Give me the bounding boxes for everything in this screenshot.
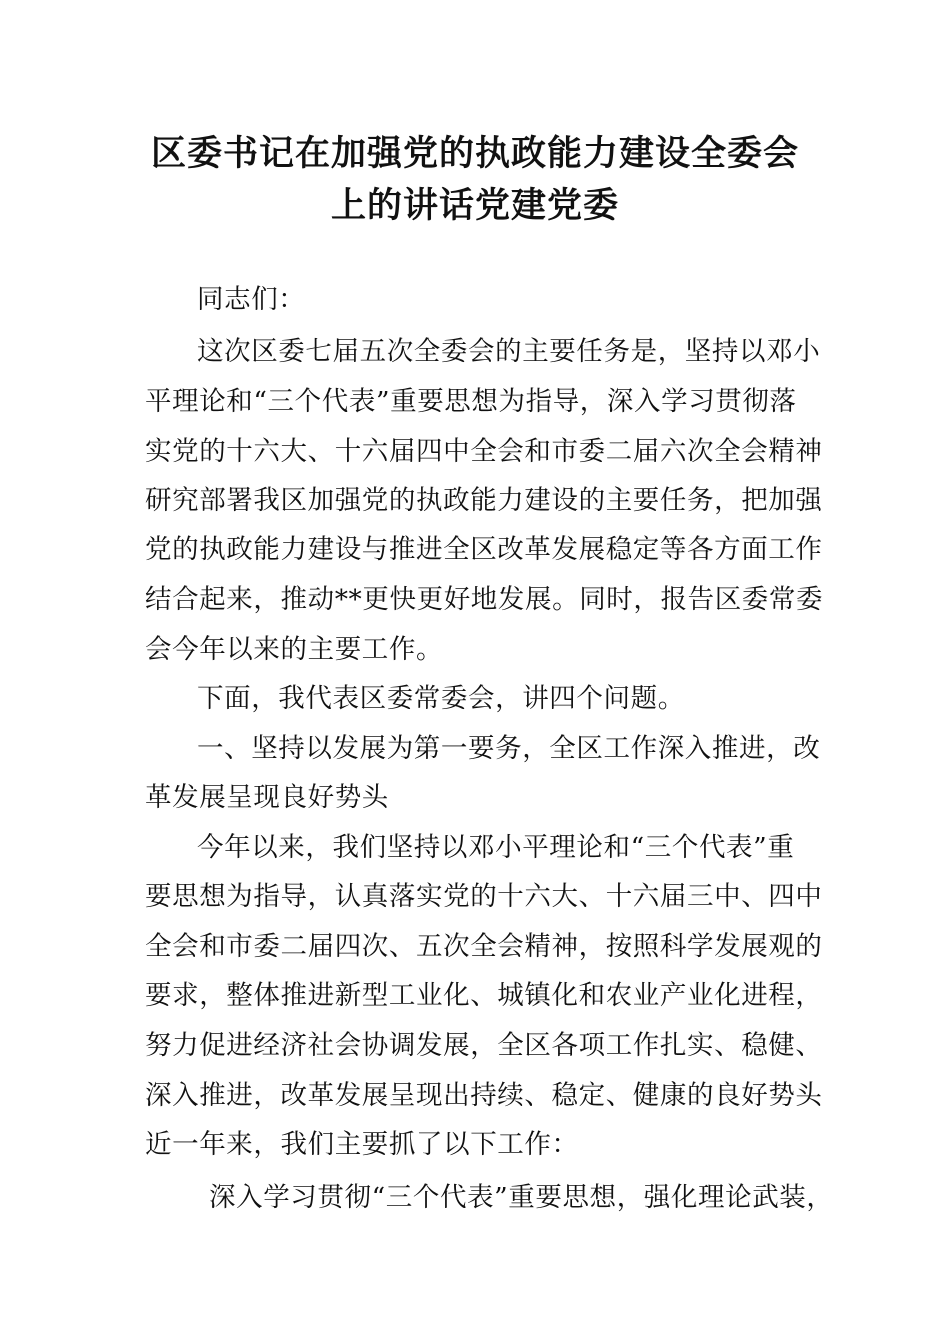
body-line: 深入学习贯彻“三个代表”重要思想，强化理论武装， [209,1182,834,1213]
body-line: 要求，整体推进新型工业化、城镇化和农业产业化进程， [145,980,823,1011]
body-line: 结合起来，推动**更快更好地发展。同时，报告区委常委 [145,584,824,615]
body-line: 努力促进经济社会协调发展，全区各项工作扎实、稳健、 [145,1030,823,1061]
document-title-line-2: 上的讲话党建党委 [330,186,619,226]
section-heading-line: 革发展呈现良好势头 [145,782,389,813]
body-line: 今年以来，我们坚持以邓小平理论和“三个代表”重 [197,832,795,863]
section-heading-line: 一、坚持以发展为第一要务，全区工作深入推进，改 [197,733,821,764]
body-line: 深入推进，改革发展呈现出持续、稳定、健康的良好势头 [145,1080,823,1111]
salutation: 同志们： [197,284,306,315]
body-line: 党的执政能力建设与推进全区改革发展稳定等各方面工作 [145,534,823,565]
body-line: 全会和市委二届四次、五次全会精神，按照科学发展观的 [145,931,823,962]
document-title-line-1: 区委书记在加强党的执政能力建设全委会 [150,134,799,174]
body-line: 近一年来，我们主要抓了以下工作： [145,1129,579,1160]
body-line: 会今年以来的主要工作。 [145,634,444,665]
body-line: 这次区委七届五次全委会的主要任务是，坚持以邓小 [197,336,821,367]
body-line: 要思想为指导，认真落实党的十六大、十六届三中、四中 [145,881,823,912]
body-line: 平理论和“三个代表”重要思想为指导，深入学习贯彻落 [145,386,797,417]
body-line: 研究部署我区加强党的执政能力建设的主要任务，把加强 [145,485,823,516]
body-line: 下面，我代表区委常委会，讲四个问题。 [197,683,685,714]
body-line: 实党的十六大、十六届四中全会和市委二届六次全会精神 [145,436,823,467]
